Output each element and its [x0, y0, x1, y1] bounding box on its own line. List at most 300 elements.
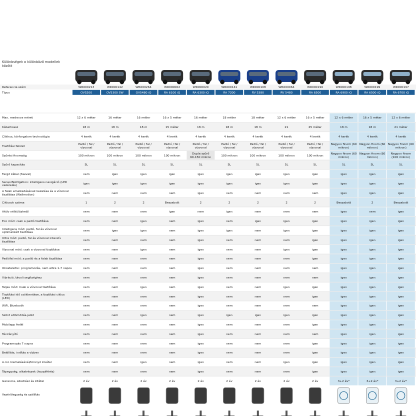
value-cell: 2 év [226, 378, 233, 383]
value-cell: igen [197, 369, 204, 374]
control-unit-image [281, 388, 293, 404]
value-cell: nem [111, 209, 119, 214]
value-cell: nem [311, 190, 319, 195]
value-cell: Beszabott [164, 200, 180, 205]
robot-product-image [104, 70, 126, 84]
value-cell: igen [397, 294, 405, 299]
value-cell: nem [283, 322, 290, 327]
value-cell: igen [397, 181, 405, 186]
title-line-2: között [2, 64, 13, 68]
value-cell: igen [168, 181, 176, 186]
value-cell: nem [83, 313, 90, 318]
value-cell: 100 mikron [249, 153, 267, 158]
ref-code: WR000264 [135, 85, 152, 89]
robot-product-image [333, 70, 355, 84]
ref-code: WR000141 [221, 85, 238, 89]
value-cell: vízvonal [166, 145, 179, 150]
value-cell: 2 év [83, 378, 90, 383]
value-cell: 1 [85, 200, 88, 205]
ref-code: WR000108 [249, 85, 266, 89]
value-cell: nem [168, 190, 176, 195]
row-label: Eco mód: csak a padló tisztítása [2, 219, 49, 224]
value-cell: igen [340, 219, 347, 224]
value-cell: nem [140, 331, 147, 336]
row-label: Max. medence méret [2, 115, 33, 120]
value-cell: nem [111, 341, 119, 346]
value-cell: igen [197, 360, 204, 365]
value-cell: nem [168, 303, 176, 308]
control-unit-image [223, 388, 235, 404]
ref-code: WR000213 [78, 85, 95, 89]
value-cell: igen [340, 256, 347, 261]
value-cell: mikron) [366, 154, 378, 159]
value-cell: igen [397, 313, 405, 318]
control-unit-image [309, 388, 321, 404]
robot-product-image [390, 70, 412, 84]
value-cell: igen [111, 181, 119, 186]
value-cell: 60-150 mikron [190, 154, 212, 159]
value-cell: nem [226, 350, 233, 355]
value-cell: igen [140, 181, 147, 186]
model-type: OV5300 SW [106, 90, 124, 95]
value-cell: Padló / fal / [221, 142, 238, 147]
value-cell: nem [168, 219, 176, 224]
value-cell: igen [397, 256, 405, 261]
ref-code: WR000199 [364, 85, 381, 89]
value-cell: 18 méter [251, 115, 265, 120]
value-cell: Padló / fal / [249, 142, 266, 147]
value-cell: nem [83, 172, 90, 177]
value-cell: igen [311, 219, 319, 224]
value-cell: igen [311, 341, 319, 346]
value-cell: nem [140, 341, 147, 346]
value-cell: 4 kerék [223, 134, 235, 139]
value-cell: 5L [227, 162, 232, 167]
value-cell: igen [197, 228, 204, 233]
value-cell: nem [311, 266, 319, 271]
value-cell: igen [168, 172, 176, 177]
value-cell: nem [283, 341, 290, 346]
value-cell: nem [254, 275, 262, 280]
value-cell: igen [140, 284, 147, 289]
value-cell: nem [254, 247, 262, 252]
value-cell: igen [340, 275, 347, 280]
value-cell: igen [311, 181, 319, 186]
value-cell: nem [168, 256, 176, 261]
value-cell: igen [311, 228, 319, 233]
value-cell: nem [111, 219, 119, 224]
robot-product-image [75, 70, 97, 84]
value-cell: 5L [113, 162, 117, 167]
value-cell: 100 mikron [306, 153, 324, 158]
value-cell: nem [168, 360, 176, 365]
value-cell: igen [283, 313, 290, 318]
value-cell: igen [340, 331, 347, 336]
model-type: OV5480 iQ [135, 90, 152, 95]
robot-product-image [133, 70, 155, 84]
value-cell: igen [226, 172, 233, 177]
value-cell: nem [226, 275, 233, 280]
value-cell: igen [369, 190, 376, 195]
value-cell: 2 [113, 200, 116, 205]
value-cell: nem [168, 322, 176, 327]
row-label: Teljes mód: Csak a vízvonal tisztítása [2, 284, 56, 289]
value-cell: 4 kerék [166, 134, 178, 139]
caddy-cart-image [366, 411, 379, 416]
value-cell: igen [168, 209, 176, 214]
value-cell: Padló / fal / [307, 142, 324, 147]
value-cell: igen [397, 341, 405, 346]
value-cell: nem [226, 247, 233, 252]
row-label: SensorNAVIgation: intelligens navigáció (LED [2, 179, 68, 184]
value-cell: nem [168, 350, 176, 355]
value-cell: nem [254, 256, 262, 261]
value-cell: igen [369, 350, 376, 355]
model-type: OV5200 [80, 90, 93, 95]
value-cell: nem [111, 322, 119, 327]
value-cell: igen [397, 190, 405, 195]
value-cell: igen [140, 247, 147, 252]
value-cell: 100 mikron [278, 153, 295, 158]
value-cell: nem [254, 237, 262, 242]
value-cell: nem [254, 303, 262, 308]
value-cell: igen [254, 181, 262, 186]
control-unit-image [138, 388, 150, 404]
value-cell: 18 m [254, 125, 262, 130]
control-unit-image [109, 388, 121, 404]
value-cell: nem [83, 256, 90, 261]
value-cell: 4 kerék [309, 134, 321, 139]
value-cell: nem [283, 369, 290, 374]
value-cell: igen [311, 313, 319, 318]
value-cell: nem [168, 294, 176, 299]
row-label: Mobilapp fedél [2, 322, 24, 327]
value-cell: 2 év [254, 378, 262, 383]
value-cell: nem [111, 360, 119, 365]
value-cell: nem [83, 303, 90, 308]
value-cell: igen [140, 313, 147, 318]
value-cell: mikron) [395, 145, 407, 150]
value-cell: Nagyon finom (60 [359, 151, 386, 156]
value-cell: 2 [285, 200, 288, 205]
value-cell: nem [111, 331, 119, 336]
value-cell: nem [111, 284, 119, 289]
control-unit-image [366, 388, 378, 404]
row-label: Ciklusok száma [2, 200, 25, 205]
value-cell: 16 x 5 méter [162, 115, 182, 120]
value-cell: nem [140, 303, 147, 308]
ref-code: WR000196 [307, 85, 324, 89]
value-cell: nem [283, 237, 290, 242]
row-label: Garancia, alkatrész és kitétel [2, 378, 45, 383]
value-cell: 5L [141, 162, 146, 167]
value-cell: nem [311, 275, 319, 280]
value-cell: nem [140, 369, 147, 374]
value-cell: Nagyon finom (60 [387, 142, 414, 147]
value-cell: nem [197, 209, 204, 214]
value-cell: 18 m [368, 125, 377, 130]
value-cell: igen [340, 313, 347, 318]
value-cell: nem [311, 331, 319, 336]
value-cell: nem [283, 275, 290, 280]
value-cell: nem [168, 369, 176, 374]
value-cell: 5L [84, 162, 89, 167]
value-cell: igen [397, 284, 405, 289]
row-label: Padlófal mód: a padló és a falak tisztítása [2, 256, 63, 261]
value-cell: igen [340, 172, 347, 177]
value-cell: nem [140, 350, 147, 355]
model-type: RV 5380 [251, 90, 264, 95]
robot-product-image [190, 70, 212, 84]
value-cell: nem [226, 190, 233, 195]
value-cell: igen [397, 228, 405, 233]
value-cell: igen [283, 172, 290, 177]
value-cell: igen [369, 237, 376, 242]
value-cell: igen [140, 172, 147, 177]
value-cell: Padló / fal / [78, 142, 95, 147]
value-cell: 16 x 5 méter [362, 115, 382, 120]
value-cell: igen [226, 181, 233, 186]
value-cell: igen [397, 209, 405, 214]
row-label: Beállítás, indítás a vízben [2, 350, 39, 355]
value-cell: (100 mikron) [391, 154, 411, 159]
value-cell: nem [83, 228, 90, 233]
value-cell: igen [140, 360, 147, 365]
value-cell: 2 év [111, 378, 119, 383]
value-cell: igen [369, 360, 376, 365]
value-cell: igen [254, 219, 262, 224]
value-cell: igen [283, 228, 290, 233]
value-cell: vízvonal [309, 145, 322, 150]
value-cell: nem [254, 190, 262, 195]
model-type: RA 6700 iQ [392, 90, 409, 95]
value-cell: igen [397, 237, 405, 242]
value-cell: igen [340, 209, 347, 214]
value-cell: 18 m [82, 125, 91, 130]
model-type: RA 6300 iQ [192, 90, 209, 95]
value-cell: nem [254, 341, 262, 346]
value-cell: 100 mikron [135, 153, 152, 158]
value-cell: nem [111, 190, 119, 195]
value-cell: igen [283, 247, 290, 252]
value-cell: nem [111, 369, 119, 374]
value-cell: nem [83, 322, 90, 327]
value-cell: 5L [370, 162, 375, 167]
value-cell: nem [254, 350, 262, 355]
row-label: Vízvonal mód: csak a vízvonal tisztítása [2, 247, 60, 252]
value-cell: nem [311, 303, 319, 308]
value-cell: 4 kerék [338, 134, 350, 139]
value-cell: igen [369, 294, 376, 299]
value-cell: igen [369, 181, 376, 186]
model-type: RA 6500 iQ [364, 90, 381, 95]
value-cell: 18 m [339, 125, 348, 130]
row-label: Tisztítási idő csökkentése, a tisztítási ciklus [2, 292, 65, 297]
value-cell: nem [83, 284, 90, 289]
value-cell: nem [111, 313, 119, 318]
value-cell: 2 [256, 200, 259, 205]
value-cell: nem [168, 341, 176, 346]
value-cell: Padló / fal / [106, 142, 123, 147]
value-cell: igen [397, 303, 405, 308]
value-cell: nem [140, 256, 147, 261]
row-label: Programozás 7 napra [2, 341, 33, 346]
value-cell: igen [397, 219, 405, 224]
ref-code: WR000198 [335, 85, 352, 89]
value-cell: igen [197, 181, 204, 186]
value-cell: 2 év [311, 378, 319, 383]
value-cell: igen [369, 313, 376, 318]
value-cell: nem [283, 350, 290, 355]
control-unit-image [166, 388, 178, 404]
type-label: Típus [2, 90, 10, 95]
value-cell: 2 év [140, 378, 147, 383]
value-cell: nem [226, 256, 233, 261]
value-cell: nem [283, 294, 290, 299]
value-cell: 21 méter [394, 125, 408, 130]
value-cell: igen [111, 228, 119, 233]
value-cell: igen [397, 266, 405, 271]
value-cell: igen [340, 350, 347, 355]
value-cell: igen [340, 369, 347, 374]
value-cell: 3+2 év* [394, 378, 407, 383]
value-cell: nem [83, 341, 90, 346]
row-label: Szűrő eltömődés-jelző [2, 313, 34, 318]
value-cell: nem [226, 284, 233, 289]
value-cell: igen [111, 172, 119, 177]
value-cell: igen [254, 313, 262, 318]
value-cell: igen [369, 369, 376, 374]
value-cell: nem [311, 209, 319, 214]
value-cell: 100 mikron [78, 153, 95, 158]
value-cell: nem [283, 331, 290, 336]
value-cell: 5L [341, 162, 346, 167]
value-cell: 18 m [111, 125, 119, 130]
value-cell: igen [340, 228, 347, 233]
value-cell: igen [311, 294, 319, 299]
ref-label: Referencia szám [2, 85, 26, 89]
value-cell: 5L [256, 162, 260, 167]
value-cell: 2 [228, 200, 231, 205]
value-cell: igen [369, 247, 376, 252]
value-cell: nem [283, 190, 290, 195]
value-cell: 2 [371, 200, 374, 205]
value-cell: igen [340, 360, 347, 365]
value-cell: nem [83, 369, 90, 374]
value-cell: igen [311, 360, 319, 365]
value-cell: 3+2 év* [337, 378, 350, 383]
row-label: Tápegység, alkatrészek (hozzáférés) [2, 369, 55, 374]
row-label: Aktív nélkülözhető [2, 209, 29, 214]
value-cell: igen [340, 190, 347, 195]
value-cell: igen [197, 303, 204, 308]
value-cell: 25 méter [308, 125, 322, 130]
value-cell: nem [168, 266, 176, 271]
value-cell: 18 méter [222, 115, 236, 120]
value-cell: vízvonal [280, 145, 293, 150]
value-cell: nem [140, 266, 147, 271]
control-unit-image [195, 388, 207, 404]
robot-product-image [276, 70, 298, 84]
value-cell: 12 x 6 méter [391, 115, 411, 120]
value-cell: 2 [199, 200, 202, 205]
value-cell: Nagyon finom [390, 151, 412, 156]
row-label: Vibráció, távoli segítséghez [2, 275, 42, 280]
value-cell: igen [397, 275, 405, 280]
value-cell: 21 [284, 125, 289, 130]
value-cell: nem [226, 266, 233, 271]
value-cell: 18 m [225, 125, 234, 130]
value-cell: igen [397, 350, 405, 355]
value-cell: nem [140, 237, 147, 242]
value-cell: igen [83, 181, 90, 186]
value-cell: nem [140, 209, 147, 214]
value-cell: mikron) [366, 145, 378, 150]
value-cell: 5L [170, 162, 174, 167]
value-cell: Dupla szűrő [192, 151, 210, 156]
value-cell: igen [197, 247, 204, 252]
row-label: WiFi, Bluetooth [2, 303, 24, 308]
value-cell: nem [83, 190, 90, 195]
row-label: tisztítása (Wallmotion) [2, 192, 35, 197]
value-cell: 2 [142, 200, 145, 205]
value-cell: vízvonal [194, 145, 207, 150]
caddy-cart-image [223, 411, 236, 416]
value-cell: nem [83, 237, 90, 242]
value-cell: 12 x 6 méter [334, 115, 354, 120]
value-cell: igen [283, 219, 290, 224]
value-cell: nem [283, 266, 290, 271]
value-cell: nem [140, 322, 147, 327]
value-cell: nem [226, 331, 233, 336]
value-cell: igen [340, 284, 347, 289]
value-cell: nem [254, 322, 262, 327]
value-cell: nem [140, 294, 147, 299]
value-cell: nem [254, 331, 262, 336]
value-cell: igen [197, 322, 204, 327]
value-cell: igen [369, 303, 376, 308]
value-cell: 18 m [139, 125, 148, 130]
value-cell: Beszabott [393, 200, 409, 205]
row-label: Tisztítási felület [2, 143, 25, 148]
model-type: RA 6500 [309, 90, 322, 95]
value-cell: nem [226, 219, 233, 224]
ref-code: WR000197 [392, 85, 409, 89]
value-cell: nem [254, 369, 262, 374]
value-cell: nem [111, 275, 119, 280]
value-cell: igen [254, 172, 262, 177]
value-cell: nem [168, 247, 176, 252]
value-cell: igen [369, 331, 376, 336]
value-cell: Nagyon finom (60 [330, 151, 357, 156]
value-cell: 2 év [197, 378, 204, 383]
row-label: Távirányító [2, 331, 18, 336]
value-cell: igen [311, 247, 319, 252]
value-cell: 3+2 év* [366, 378, 379, 383]
title-line-1: Különbségek a különböző modellek [2, 60, 61, 64]
value-cell: nem [226, 369, 233, 374]
caddy-cart-image [394, 411, 407, 416]
value-cell: nem [140, 275, 147, 280]
value-cell: igen [369, 256, 376, 261]
value-cell: nem [111, 256, 119, 261]
value-cell: 100 mikron [221, 153, 238, 158]
value-cell: vízvonal [251, 145, 264, 150]
value-cell: igen [397, 369, 405, 374]
row-label: tisztítása [2, 239, 16, 244]
value-cell: igen [340, 303, 347, 308]
value-cell: 16 x 5 méter [305, 115, 325, 120]
